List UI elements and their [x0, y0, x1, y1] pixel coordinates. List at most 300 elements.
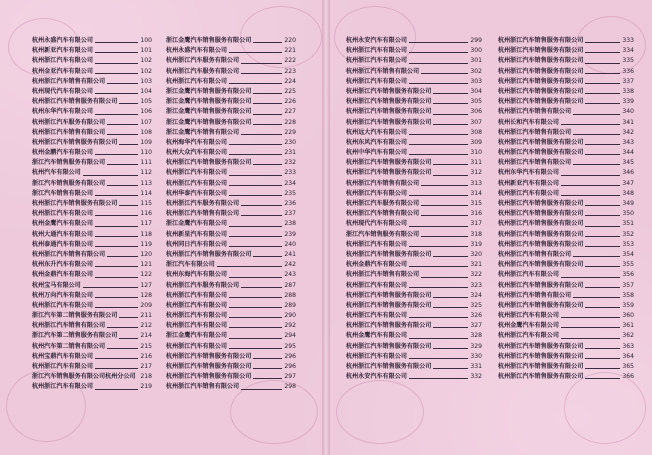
entry-page-number: 294	[284, 332, 296, 340]
entry-page-number: 339	[622, 98, 634, 106]
entry-name: 杭州浙江汽车销售服务有限公司	[346, 301, 432, 309]
leader-line	[95, 266, 138, 267]
leader-line	[229, 144, 282, 145]
entry-name: 杭州浙江汽车销售服务有限公司	[498, 352, 584, 360]
toc-entry	[32, 128, 152, 138]
toc-entry	[346, 107, 482, 117]
entry-name: 杭州浙江汽车销售服务有限公司	[346, 118, 432, 126]
toc-entry	[498, 230, 634, 240]
entry-name: 杭州浙江汽车销售有限公司	[32, 128, 106, 136]
leader-line	[217, 266, 282, 267]
entry-page-number: 115	[140, 200, 152, 207]
entry-name: 杭州浙江汽车销售服务有限公司	[498, 301, 584, 309]
entry-page-number: 241	[284, 250, 296, 258]
entry-name: 杭州浙江汽车有限公司	[498, 189, 559, 197]
leader-line	[253, 164, 282, 165]
entry-name: 浙江金鹰汽车销售服务有限公司	[166, 98, 252, 106]
entry-name: 杭州浙江汽车有限公司	[498, 332, 559, 340]
entry-name: 浙江金鹰汽车销售服务有限公司	[166, 118, 252, 126]
entry-page-number: 103	[140, 77, 152, 85]
leader-line	[229, 195, 282, 196]
leader-line	[253, 358, 282, 359]
entry-page-number: 322	[470, 271, 482, 279]
toc-entry	[32, 240, 152, 250]
leader-line	[585, 83, 620, 84]
entry-name: 杭州浙江汽车销售服务有限公司	[346, 98, 432, 106]
leader-line	[95, 114, 138, 115]
leader-line	[241, 287, 282, 288]
entry-name: 杭州永安汽车有限公司	[346, 373, 407, 381]
toc-entry	[166, 107, 296, 117]
entry-name: 杭州远大汽车有限公司	[346, 128, 407, 136]
entry-page-number: 211	[140, 312, 152, 320]
entry-page-number: 310	[470, 149, 482, 157]
leader-line	[585, 226, 620, 227]
leader-line	[409, 358, 468, 359]
entry-page-number: 107	[140, 118, 152, 126]
entry-name: 杭州泰通汽车有限公司	[32, 240, 93, 248]
toc-entry	[32, 372, 152, 382]
entry-page-number: 342	[622, 128, 634, 136]
entry-name: 浙江汽车销售服务有限公司	[32, 159, 106, 167]
toc-entry	[166, 291, 296, 301]
entry-page-number: 299	[470, 37, 482, 44]
leader-line	[253, 114, 282, 115]
toc-entry	[346, 56, 482, 66]
leader-line	[585, 93, 620, 94]
entry-page-number: 228	[284, 118, 296, 126]
entry-name: 杭州浙江汽车销售服务有限公司	[32, 98, 118, 106]
entry-page-number: 301	[470, 57, 482, 65]
entry-page-number: 216	[140, 352, 152, 360]
leader-line	[421, 73, 468, 74]
entry-name: 杭州浙江汽车服务有限公司	[166, 67, 240, 75]
leader-line	[433, 327, 468, 328]
toc-entry	[32, 331, 152, 341]
leader-line	[433, 114, 468, 115]
entry-name: 杭州浙江汽车销售有限公司	[498, 250, 572, 258]
entry-page-number: 128	[140, 291, 152, 299]
entry-page-number: 340	[622, 108, 634, 116]
leader-line	[561, 317, 620, 318]
entry-page-number: 113	[140, 179, 152, 187]
toc-entry	[498, 250, 634, 260]
entry-name: 杭州金鼎汽车有限公司	[346, 261, 407, 269]
toc-entry	[166, 168, 296, 178]
leader-line	[409, 154, 468, 155]
leader-line	[409, 378, 468, 379]
entry-page-number: 121	[140, 261, 152, 269]
entry-page-number: 358	[622, 291, 634, 299]
toc-entry	[32, 250, 152, 260]
toc-entry	[498, 87, 634, 97]
entry-name: 杭州浙江汽车销售服务有限公司	[32, 138, 118, 146]
entry-page-number: 351	[622, 220, 634, 228]
entry-name: 杭州浙江汽车销售服务有限公司	[498, 373, 584, 381]
leader-line	[253, 256, 282, 257]
entry-name: 杭州浙江汽车销售服务有限公司	[166, 373, 252, 381]
toc-entry	[32, 97, 152, 107]
entry-page-number: 122	[140, 271, 152, 279]
leader-line	[409, 134, 468, 135]
entry-name: 杭州万向汽车有限公司	[32, 291, 93, 299]
toc-entry	[32, 87, 152, 97]
toc-entry	[498, 107, 634, 117]
leader-line	[253, 103, 282, 104]
entry-name: 杭州东海汽车有限公司	[166, 271, 227, 279]
toc-entry	[32, 107, 152, 117]
toc-entry	[346, 148, 482, 158]
leader-line	[585, 154, 620, 155]
toc-entry	[346, 301, 482, 311]
toc-entry	[166, 270, 296, 280]
entry-page-number: 221	[284, 47, 296, 55]
entry-name: 杭州浙江汽车销售服务有限公司	[498, 342, 584, 350]
toc-entry	[498, 240, 634, 250]
toc-entry	[166, 67, 296, 77]
entry-page-number: 234	[284, 179, 296, 187]
leader-line	[409, 195, 468, 196]
leader-line	[241, 63, 282, 64]
decorative-swirl	[564, 372, 646, 444]
entry-page-number: 359	[622, 301, 634, 309]
toc-entry	[32, 118, 152, 128]
toc-entry	[498, 179, 634, 189]
toc-entry	[498, 128, 634, 138]
toc-entry	[498, 46, 634, 56]
toc-entry	[166, 118, 296, 128]
toc-entry	[32, 291, 152, 301]
entry-name: 杭州浙江汽车有限公司	[346, 312, 407, 320]
entry-page-number: 317	[470, 220, 482, 228]
entry-page-number: 110	[140, 149, 152, 157]
entry-page-number: 311	[470, 159, 482, 167]
leader-line	[421, 236, 468, 237]
toc-entry	[32, 382, 152, 392]
leader-line	[253, 378, 282, 379]
entry-name: 杭州中华汽车有限公司	[346, 149, 407, 157]
entry-page-number: 343	[622, 138, 634, 146]
toc-entry	[166, 382, 296, 392]
leader-line	[409, 338, 468, 339]
entry-name: 杭州浙江汽车销售服务有限公司	[346, 87, 432, 95]
entry-page-number: 331	[470, 363, 482, 370]
entry-page-number: 105	[140, 98, 152, 106]
entry-page-number: 108	[140, 128, 152, 136]
entry-name: 杭州永盛汽车有限公司	[166, 47, 227, 55]
entry-name: 杭州浙江汽车有限公司	[166, 179, 227, 187]
leader-line	[119, 338, 138, 339]
entry-name: 杭州东升汽车有限公司	[32, 261, 93, 269]
toc-entry	[32, 362, 152, 372]
entry-page-number: 214	[140, 332, 152, 340]
toc-entry	[32, 158, 152, 168]
entry-page-number: 344	[622, 149, 634, 157]
entry-page-number: 306	[470, 108, 482, 116]
entry-page-number: 332	[470, 373, 482, 381]
entry-name: 杭州金亚汽车有限公司	[32, 67, 93, 75]
entry-name: 杭州浙江汽车销售有限公司	[346, 179, 420, 187]
entry-page-number: 287	[284, 281, 296, 289]
leader-line	[241, 134, 282, 135]
entry-name: 杭州浙江汽车销售有限公司	[498, 291, 572, 299]
toc-entry	[346, 87, 482, 97]
entry-page-number: 333	[622, 37, 634, 44]
entry-page-number: 118	[140, 230, 152, 238]
leader-line	[229, 307, 282, 308]
entry-name: 杭州浙江汽车服务有限公司	[346, 200, 420, 207]
leader-line	[119, 205, 138, 206]
leader-line	[253, 42, 282, 43]
leader-line	[95, 63, 138, 64]
leader-line	[585, 287, 620, 288]
entry-name: 杭州浙江汽车有限公司	[498, 271, 559, 279]
leader-line	[95, 368, 138, 369]
toc-column-1	[32, 36, 152, 393]
entry-page-number: 230	[284, 138, 296, 146]
entry-name: 浙江金鹰汽车有限公司	[166, 332, 227, 340]
entry-page-number: 308	[470, 128, 482, 136]
leader-line	[229, 185, 282, 186]
leader-line	[229, 277, 282, 278]
entry-name: 杭州浙江汽车有限公司	[346, 281, 407, 289]
toc-entry	[498, 36, 634, 46]
entry-name: 杭州浙江汽车有限公司	[346, 57, 407, 65]
toc-entry	[346, 260, 482, 270]
entry-name: 杭州浙江汽车有限公司	[346, 189, 407, 197]
toc-entry	[166, 97, 296, 107]
leader-line	[229, 327, 282, 328]
entry-page-number: 316	[470, 210, 482, 218]
toc-entry	[346, 342, 482, 352]
entry-name: 浙江汽车有限公司	[166, 261, 215, 269]
toc-entry	[346, 168, 482, 178]
toc-entry	[346, 270, 482, 280]
entry-page-number: 104	[140, 87, 152, 95]
entry-name: 杭州浙江汽车销售服务有限公司	[498, 220, 584, 228]
entry-page-number: 319	[470, 240, 482, 248]
toc-entry	[32, 219, 152, 229]
leader-line	[95, 297, 138, 298]
toc-entry	[32, 199, 152, 209]
leader-line	[409, 226, 468, 227]
leader-line	[433, 256, 468, 257]
toc-entry	[166, 250, 296, 260]
entry-name: 杭州浙江汽车销售服务有限公司	[498, 67, 584, 75]
leader-line	[561, 277, 620, 278]
entry-name: 浙江汽车销售服务有限公司杭州分公司	[32, 373, 136, 381]
toc-entry	[32, 342, 152, 352]
entry-page-number: 345	[622, 159, 634, 167]
leader-line	[409, 63, 468, 64]
toc-entry	[166, 311, 296, 321]
toc-entry	[32, 270, 152, 280]
entry-page-number: 219	[140, 383, 152, 391]
toc-entry	[166, 240, 296, 250]
entry-name: 杭州金鹰汽车有限公司	[346, 332, 407, 340]
entry-page-number: 330	[470, 352, 482, 360]
toc-entry	[346, 230, 482, 240]
entry-page-number: 329	[470, 342, 482, 350]
leader-line	[409, 317, 468, 318]
entry-name: 杭州宝马有限公司	[32, 281, 81, 289]
entry-name: 浙江金鹰汽车销售服务有限公司	[166, 108, 252, 116]
leader-line	[107, 164, 138, 165]
entry-page-number: 117	[140, 220, 152, 228]
entry-name: 杭州浙江汽车销售有限公司	[32, 77, 106, 85]
entry-name: 杭州浙江汽车有限公司	[346, 240, 407, 248]
entry-page-number: 321	[470, 261, 482, 269]
toc-entry	[498, 77, 634, 87]
entry-page-number: 217	[140, 363, 152, 370]
toc-entry	[346, 138, 482, 148]
toc-entry	[498, 270, 634, 280]
toc-entry	[498, 260, 634, 270]
toc-column-3	[346, 36, 482, 382]
entry-page-number: 335	[622, 57, 634, 65]
right-page	[326, 0, 652, 455]
entry-page-number: 220	[284, 37, 296, 44]
entry-page-number: 347	[622, 179, 634, 187]
entry-name: 杭州浙江汽车销售服务有限公司	[498, 57, 584, 65]
toc-entry	[32, 36, 152, 46]
entry-name: 杭州浙江汽车销售服务有限公司	[346, 159, 432, 167]
entry-name: 浙江金鹰汽车销售服务有限公司	[166, 37, 252, 44]
leader-line	[433, 348, 468, 349]
entry-page-number: 365	[622, 363, 634, 370]
leader-line	[409, 246, 468, 247]
toc-entry	[166, 342, 296, 352]
entry-page-number: 325	[470, 301, 482, 309]
entry-page-number: 106	[140, 108, 152, 116]
entry-page-number: 360	[622, 312, 634, 320]
toc-entry	[166, 352, 296, 362]
toc-entry	[498, 138, 634, 148]
leader-line	[433, 307, 468, 308]
entry-page-number: 355	[622, 261, 634, 269]
entry-name: 杭州浙江汽车有限公司	[32, 301, 93, 309]
entry-page-number: 225	[284, 87, 296, 95]
toc-entry	[32, 56, 152, 66]
leader-line	[107, 327, 138, 328]
entry-page-number: 315	[470, 200, 482, 207]
leader-line	[95, 154, 138, 155]
entry-page-number: 357	[622, 281, 634, 289]
leader-line	[409, 287, 468, 288]
toc-entry	[32, 46, 152, 56]
leader-line	[433, 93, 468, 94]
entry-page-number: 101	[140, 47, 152, 55]
leader-line	[585, 246, 620, 247]
entry-name: 杭州同日汽车有限公司	[166, 240, 227, 248]
toc-entry	[346, 250, 482, 260]
entry-page-number: 336	[622, 67, 634, 75]
leader-line	[95, 93, 138, 94]
leader-line	[107, 134, 138, 135]
entry-name: 杭州华泰汽车有限公司	[166, 189, 227, 197]
entry-name: 杭州新亚汽车有限公司	[498, 179, 559, 187]
entry-name: 杭州浙江汽车销售服务有限公司	[346, 342, 432, 350]
leader-line	[83, 175, 138, 176]
leader-line	[241, 215, 282, 216]
entry-page-number: 112	[140, 169, 152, 177]
entry-page-number: 232	[284, 159, 296, 167]
leader-line	[95, 52, 138, 53]
leader-line	[229, 348, 282, 349]
entry-name: 杭州浙江汽车销售有限公司	[498, 159, 572, 167]
toc-entry	[498, 97, 634, 107]
entry-page-number: 238	[284, 220, 296, 228]
toc-entry	[166, 148, 296, 158]
toc-entry	[32, 148, 152, 158]
entry-name: 杭州浙江汽车销售有限公司	[346, 271, 420, 279]
toc-entry	[498, 281, 634, 291]
toc-column-4	[498, 36, 634, 382]
toc-entry	[498, 219, 634, 229]
toc-entry	[498, 168, 634, 178]
entry-page-number: 102	[140, 67, 152, 75]
leader-line	[95, 277, 138, 278]
leader-line	[95, 236, 138, 237]
entry-name: 杭州浙江汽车销售服务有限公司	[498, 261, 584, 269]
leader-line	[433, 175, 468, 176]
toc-entry	[32, 67, 152, 77]
entry-page-number: 209	[140, 301, 152, 309]
entry-page-number: 240	[284, 240, 296, 248]
entry-page-number: 109	[140, 138, 152, 146]
toc-entry	[498, 311, 634, 321]
entry-page-number: 223	[284, 67, 296, 75]
leader-line	[561, 185, 620, 186]
entry-name: 浙江金鹰汽车销售服务有限公司	[166, 87, 252, 95]
entry-name: 杭州浙江汽车销售服务有限公司	[346, 108, 432, 116]
entry-name: 杭州大众汽车有限公司	[166, 149, 227, 157]
entry-page-number: 348	[622, 189, 634, 197]
toc-entry	[498, 372, 634, 382]
entry-page-number: 309	[470, 138, 482, 146]
toc-entry	[346, 321, 482, 331]
entry-page-number: 100	[140, 37, 152, 44]
decorative-swirl	[336, 380, 424, 444]
entry-name: 杭州浙江汽车有限公司	[32, 363, 93, 370]
leader-line	[409, 83, 468, 84]
toc-entry	[32, 179, 152, 189]
entry-page-number: 288	[284, 291, 296, 299]
entry-name: 杭州金鹰汽车有限公司	[32, 220, 93, 228]
entry-page-number: 120	[140, 250, 152, 258]
toc-entry	[498, 209, 634, 219]
leader-line	[107, 348, 138, 349]
leader-line	[229, 338, 282, 339]
entry-page-number: 313	[470, 179, 482, 187]
toc-entry	[346, 291, 482, 301]
entry-name: 杭州现代汽车有限公司	[346, 220, 407, 228]
entry-page-number: 222	[284, 57, 296, 65]
leader-line	[561, 338, 620, 339]
leader-line	[409, 52, 468, 53]
entry-name: 杭州汽车有限公司	[32, 169, 81, 177]
toc-entry	[166, 158, 296, 168]
toc-entry	[32, 209, 152, 219]
entry-name: 杭州金鹰汽车有限公司	[498, 322, 559, 330]
entry-page-number: 215	[140, 342, 152, 350]
entry-page-number: 236	[284, 200, 296, 207]
entry-page-number: 296	[284, 352, 296, 360]
entry-name: 浙江汽车第二销售服务有限公司	[32, 312, 118, 320]
toc-entry	[498, 362, 634, 372]
toc-entry	[166, 281, 296, 291]
toc-entry	[498, 291, 634, 301]
